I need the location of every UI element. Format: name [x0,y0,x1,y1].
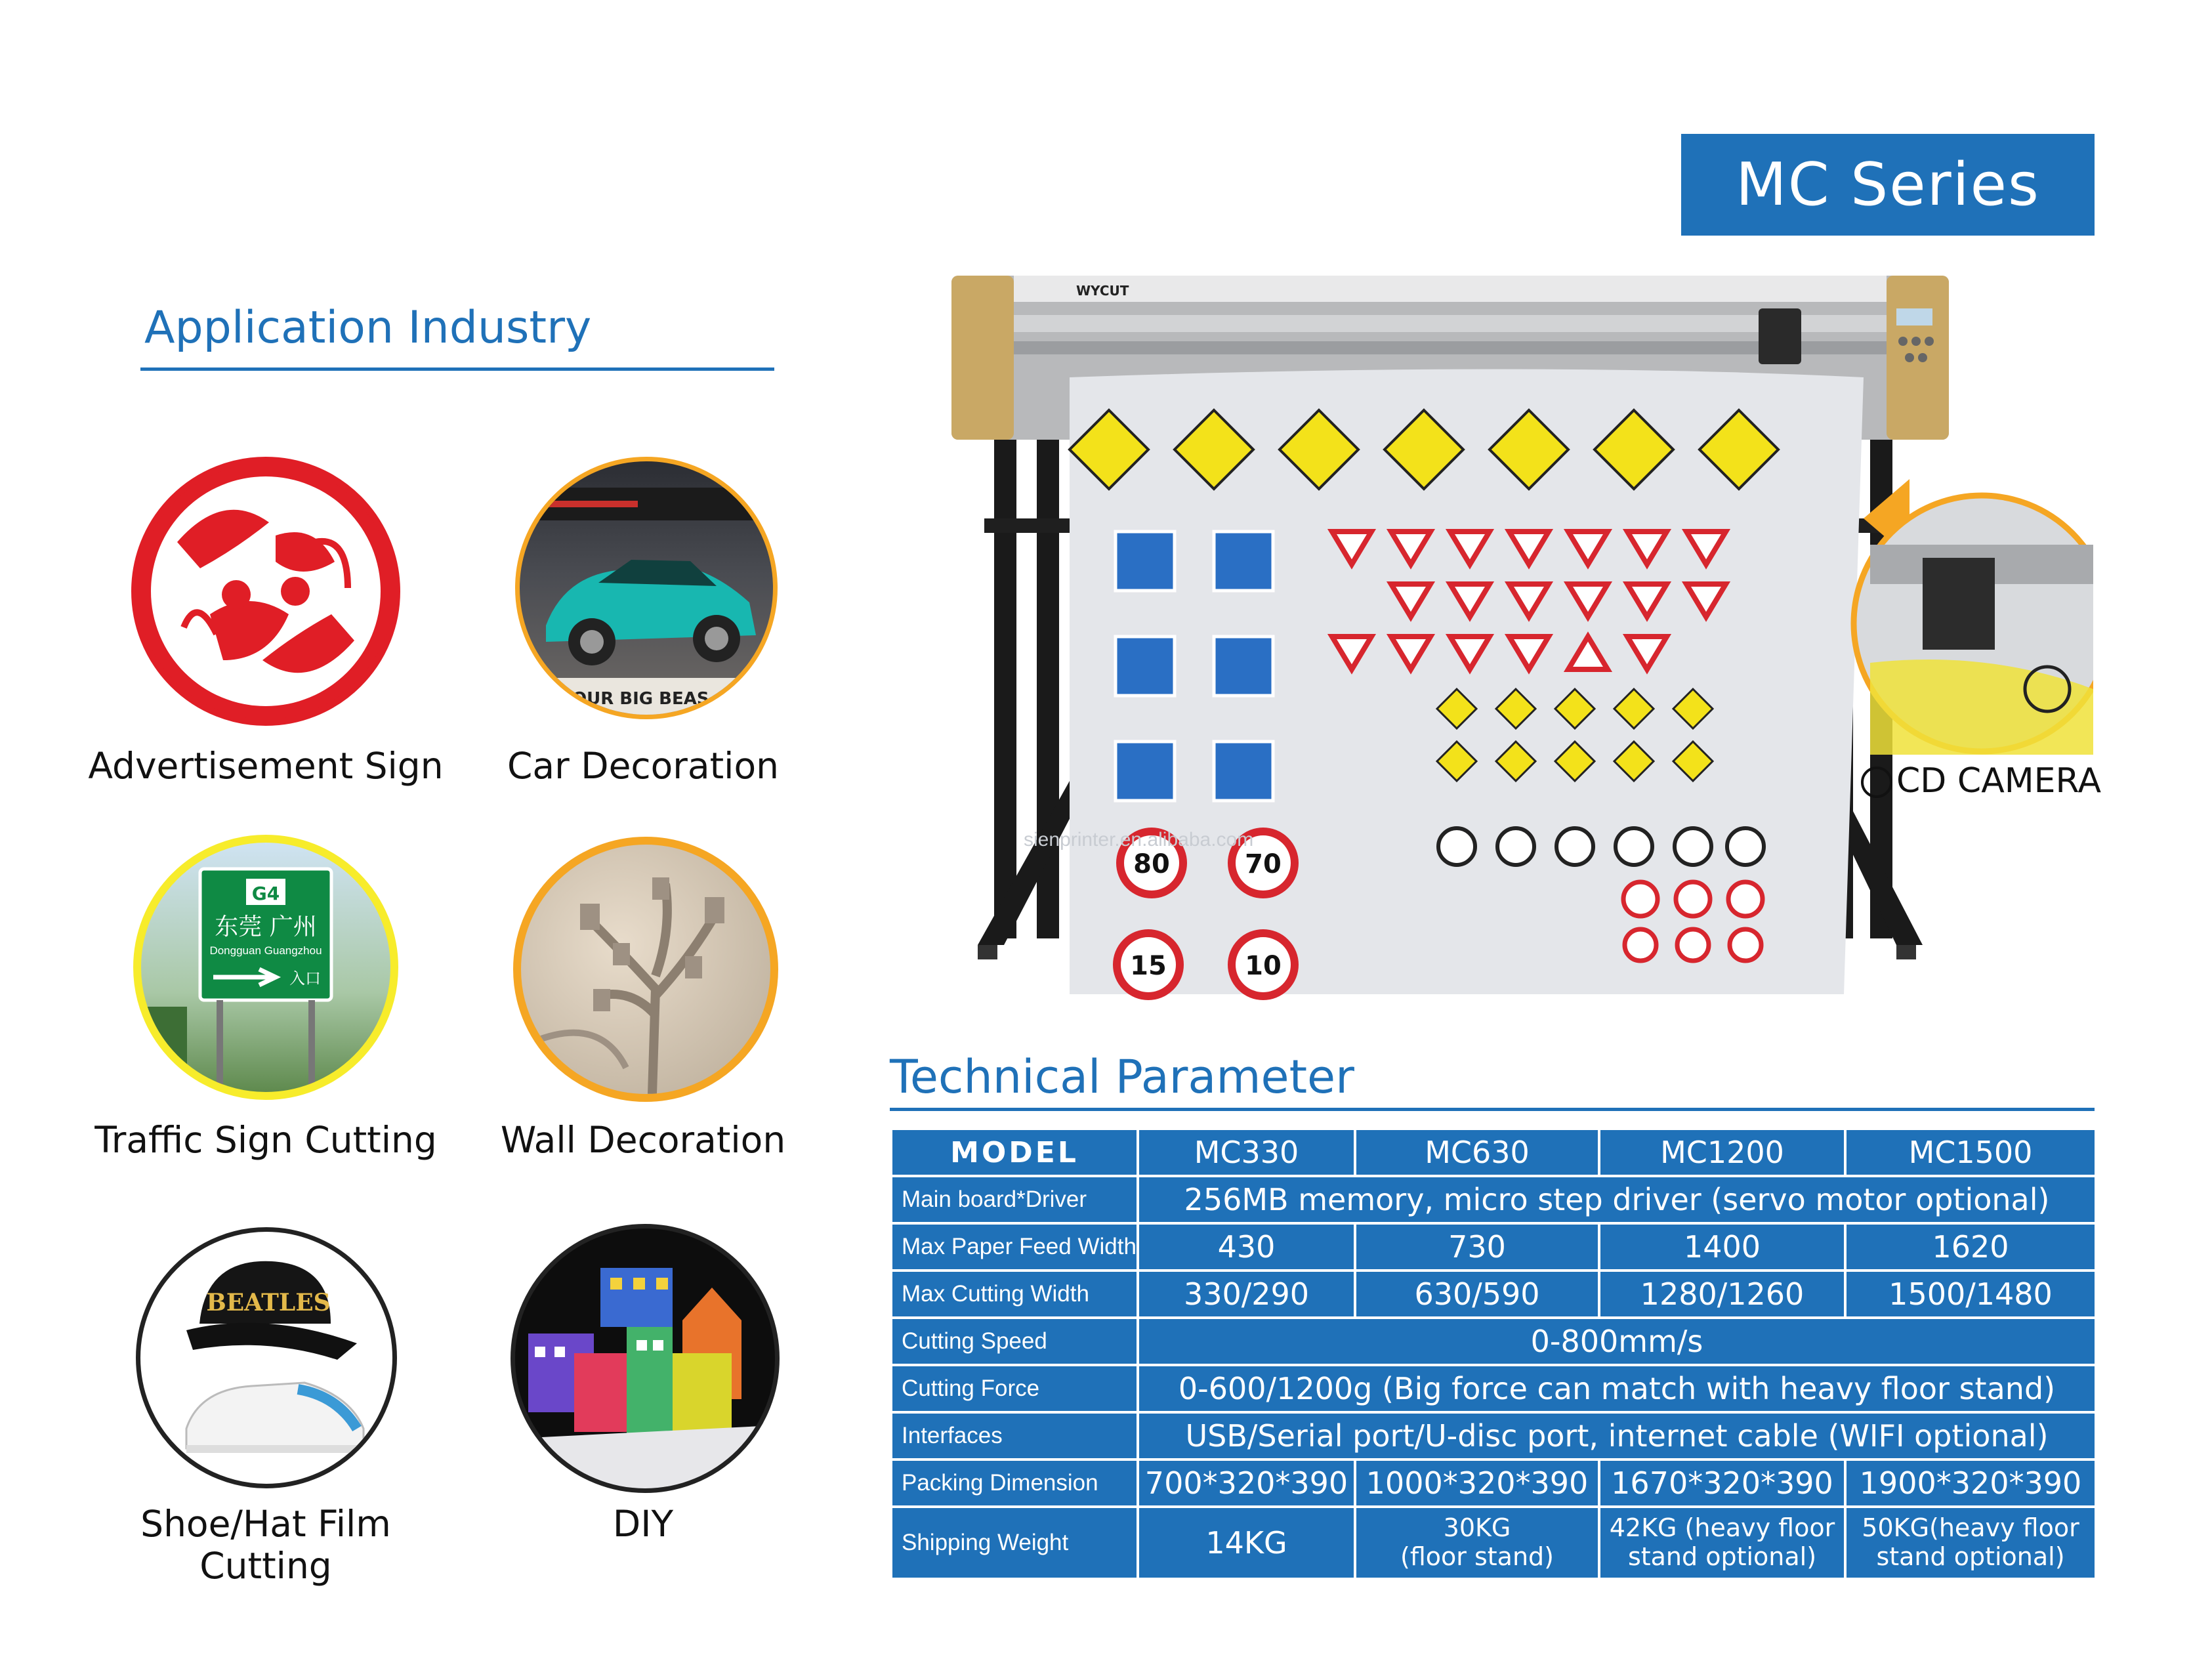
road-sign-cn: 东莞 广州 [215,914,317,940]
cell: 730 [1355,1223,1599,1270]
road-sign-en: Dongguan Guangzhou [209,944,322,957]
cell: 50KG(heavy floor stand optional) [1845,1507,2096,1579]
table-row [891,1270,2096,1318]
cell: 1670*320*390 [1599,1460,1845,1507]
cell: 700*320*390 [1138,1460,1355,1507]
app-label-advertisement: Advertisement Sign [88,745,444,787]
app-label-car: Car Decoration [507,745,779,787]
table-row [891,1318,2096,1365]
shoe-hat-image [136,1227,397,1488]
row-label: Cutting Speed [891,1318,1138,1365]
row-label: Max Paper Feed Width [891,1223,1138,1270]
spec-table [890,1127,2097,1580]
car-banner-text: OUR BIG BEAS [572,689,709,709]
app-label-diy: DIY [612,1503,674,1545]
table-header-row [891,1129,2096,1176]
model-header: MODEL [891,1129,1138,1176]
cell: 1280/1260 [1599,1270,1845,1318]
car-decoration-image [515,457,778,719]
app-label-shoe-hat: Shoe/Hat Film Cutting [140,1503,391,1587]
traffic-sign-image [133,835,398,1100]
cell: 42KG (heavy floor stand optional) [1599,1507,1845,1579]
row-value: 256MB memory, micro step driver (servo motor optional) [1138,1176,2096,1223]
watermark-text: sienprinter.en.alibaba.com [1024,829,1254,850]
brand-logo: WYCUT [1076,283,1129,299]
model-mc1200: MC1200 [1599,1129,1845,1176]
model-mc1500: MC1500 [1845,1129,2096,1176]
technical-title: Technical Parameter [890,1050,1354,1104]
table-row [891,1507,2096,1579]
speed-sign-70: 70 [1245,849,1282,879]
table-row [891,1460,2096,1507]
series-badge: MC Series [1681,134,2095,236]
cell: 1500/1480 [1845,1270,2096,1318]
cell: 430 [1138,1223,1355,1270]
row-value: USB/Serial port/U-disc port, internet cable (WIFI optional) [1138,1412,2096,1460]
row-value: 0-800mm/s [1138,1318,2096,1365]
application-title: Application Industry [144,302,592,354]
diy-image [511,1224,780,1493]
row-label: Packing Dimension [891,1460,1138,1507]
cell: 1900*320*390 [1845,1460,2096,1507]
model-mc330: MC330 [1138,1129,1355,1176]
row-label: Cutting Force [891,1365,1138,1412]
row-label: Max Cutting Width [891,1270,1138,1318]
table-row [891,1412,2096,1460]
cell: 330/290 [1138,1270,1355,1318]
copyright-c-icon [1861,766,1892,798]
table-row [891,1176,2096,1223]
model-mc630: MC630 [1355,1129,1599,1176]
cell: 630/590 [1355,1270,1599,1318]
speed-sign-15: 15 [1130,951,1167,981]
cell: 14KG [1138,1507,1355,1579]
application-title-underline [140,368,774,371]
table-row [891,1365,2096,1412]
wall-decoration-image [513,837,778,1102]
speed-sign-10: 10 [1245,951,1282,981]
advertisement-sign-image [131,457,400,726]
cell: 1000*320*390 [1355,1460,1599,1507]
row-label: Main board*Driver [891,1176,1138,1223]
cell: 1620 [1845,1223,2096,1270]
road-sign-code: G4 [251,883,280,904]
cutting-plotter-image [938,269,2093,1004]
app-label-wall: Wall Decoration [500,1119,786,1161]
speed-sign-80: 80 [1133,849,1170,879]
row-value: 0-600/1200g (Big force can match with heavy floor stand) [1138,1365,2096,1412]
row-label: Interfaces [891,1412,1138,1460]
app-label-traffic: Traffic Sign Cutting [94,1119,437,1161]
road-sign-entry: 入口 [289,969,321,988]
hat-text: BEATLES [206,1289,331,1316]
technical-title-underline [890,1108,2095,1111]
table-row [891,1223,2096,1270]
ccd-camera-inset [1854,479,2093,755]
ccd-camera-label: CD CAMERA [1896,761,2102,801]
vinyl-sheet-with-signs [1070,369,1864,997]
cell: 1400 [1599,1223,1845,1270]
row-label: Shipping Weight [891,1507,1138,1579]
cell: 30KG (floor stand) [1355,1507,1599,1579]
